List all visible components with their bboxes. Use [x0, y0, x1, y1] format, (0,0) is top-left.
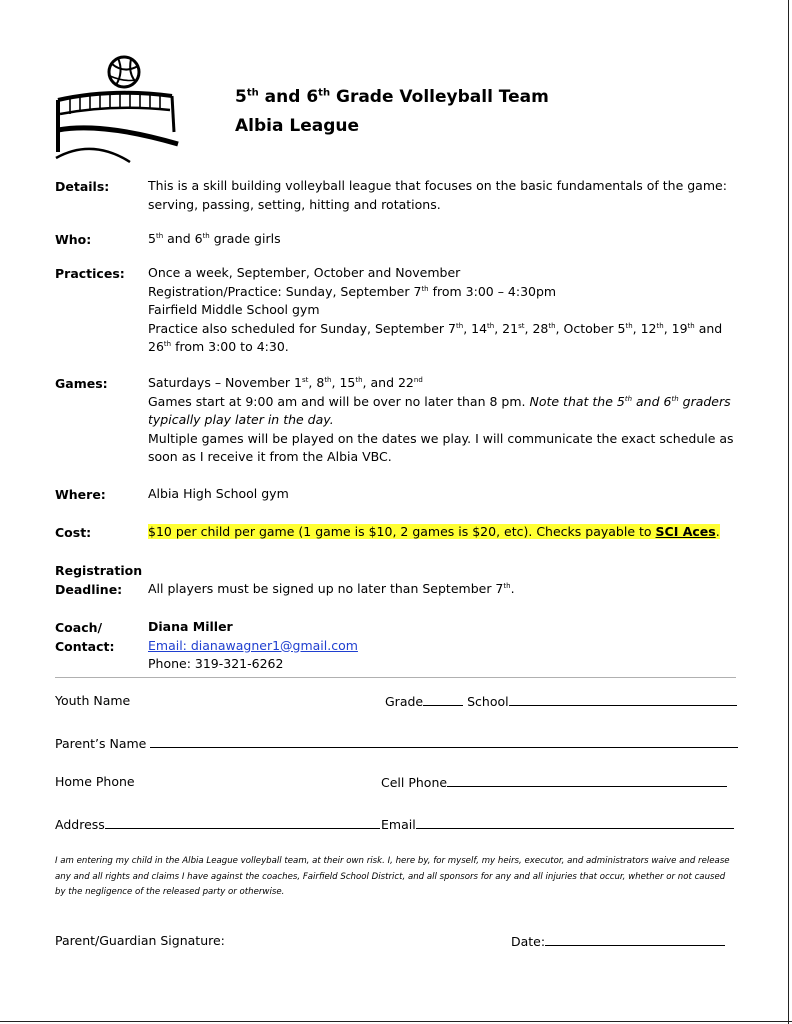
details-label: Details:	[55, 179, 110, 194]
date-field[interactable]	[545, 932, 725, 946]
games-text: Saturdays – November 1st, 8th, 15th, and 22nd Games start at 9:00 am and will be over no later than 8 pm. Note that the 5th and 6th graders typically play later in the day. Multiple games will be played on the dates we play. I will communicate the exact schedule as soon as I receive it from the Albia VBC.	[148, 375, 734, 464]
email-row: Email	[381, 815, 734, 834]
cell-phone-row: Cell Phone	[381, 773, 727, 792]
coach-label: Coach/	[55, 620, 103, 635]
parents-name-field[interactable]	[150, 734, 738, 748]
who-label: Who:	[55, 232, 92, 247]
grade-field[interactable]	[423, 692, 463, 706]
deadline-label: Deadline:	[55, 582, 123, 597]
coach-info	[148, 618, 738, 674]
coach-name: Diana Miller	[148, 619, 233, 634]
grade-school-row: Grade School	[385, 692, 737, 711]
details-text: This is a skill building volleyball league that focuses on the basic fundamentals of the game: serving, passing, setting, hitting and rotations.	[148, 178, 727, 212]
address-field[interactable]	[105, 815, 380, 829]
registration-text: All players must be signed up no later than September 7th.	[148, 581, 515, 596]
where-text: Albia High School gym	[148, 486, 289, 501]
waiver-text: I am entering my child in the Albia League volleyball team, at their own risk. I, here by, for myself, my heirs, executor, and administrators waive and release any and all rights and claims I have against the coaches, Fairfield School District, and all sponsors for any and all injuries that occur, whether or not caused by the negligence of the released party or otherwise.	[55, 856, 730, 897]
page-edge-bottom	[0, 1021, 792, 1022]
cost-label: Cost:	[55, 525, 92, 540]
practices-text: Once a week, September, October and November Registration/Practice: Sunday, September 7th from 3:00 – 4:30pm Fairfield Middle School gym Practice also scheduled for Sunday, September 7th, 14th, 21st, 28th, October 5th, 12th, 19th and 26th from 3:00 to 4:30.	[148, 265, 723, 354]
school-field[interactable]	[509, 692, 737, 706]
payee-name: SCI Aces	[655, 524, 716, 539]
youth-name-label: Youth Name	[55, 693, 131, 708]
coach-phone: Phone: 319-321-6262	[148, 656, 284, 671]
games-label: Games:	[55, 376, 108, 391]
cost-text: $10 per child per game (1 game is $10, 2 games is $20, etc). Checks payable to SCI Aces.	[148, 524, 720, 539]
contact-label: Contact:	[55, 639, 115, 654]
registration-label: Registration	[55, 563, 143, 578]
home-phone-label: Home Phone	[55, 774, 135, 789]
who-text: 5th and 6th grade girls	[148, 231, 281, 246]
page-edge-right	[788, 0, 789, 1024]
section-divider	[55, 677, 736, 678]
parents-name-row: Parent’s Name	[55, 734, 738, 753]
volleyball-icon	[109, 57, 139, 87]
page-subtitle: Albia League	[235, 116, 360, 136]
page-title: 5th and 6th Grade Volleyball Team	[235, 87, 549, 107]
email-field[interactable]	[416, 815, 734, 829]
volleyball-net-icon	[52, 52, 182, 164]
address-row: Address	[55, 815, 380, 834]
practices-label: Practices:	[55, 266, 125, 281]
signature-label: Parent/Guardian Signature:	[55, 933, 225, 948]
date-row: Date:	[511, 932, 725, 951]
cell-phone-field[interactable]	[447, 773, 727, 787]
where-label: Where:	[55, 487, 106, 502]
coach-email-link[interactable]: Email: dianawagner1@gmail.com	[148, 637, 358, 653]
